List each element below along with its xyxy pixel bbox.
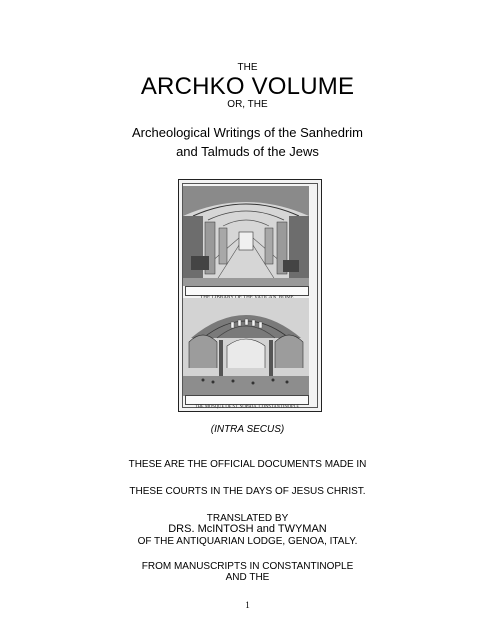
and-the-line: AND THE (225, 572, 270, 583)
manuscripts-line: FROM MANUSCRIPTS IN CONSTANTINOPLE (141, 561, 354, 572)
subtitle-line-1: Archeological Writings of the Sanhedrim (132, 125, 363, 140)
caption-top-illustration (185, 286, 309, 296)
body-line-1: THESE ARE THE OFFICIAL DOCUMENTS MADE IN (128, 459, 367, 470)
lodge-line: OF THE ANTIQUARIAN LODGE, GENOA, ITALY. (137, 536, 358, 547)
intra-secus-note: (INTRA SECUS) (210, 424, 285, 435)
caption-bottom-illustration (185, 395, 309, 409)
translators-names: DRS. McINTOSH and TWYMAN (168, 523, 327, 535)
alt-title-intro: OR, THE (227, 99, 268, 110)
frontispiece-engraving (178, 179, 322, 412)
body-line-2: THESE COURTS IN THE DAYS OF JESUS CHRIST. (129, 486, 366, 497)
vatican-library-illustration (183, 186, 309, 286)
caption-bottom-text: THE MOSQUE OF ST. SOPHIA, CONSTANTINOPLE (194, 403, 300, 409)
hagia-sophia-illustration (183, 298, 309, 396)
page-title: ARCHKO VOLUME (140, 73, 355, 100)
translated-by-label: TRANSLATED BY (206, 513, 289, 524)
subtitle-line-2: and Talmuds of the Jews (176, 144, 319, 159)
page-number: 1 (245, 600, 250, 610)
pre-title: THE (237, 62, 258, 73)
